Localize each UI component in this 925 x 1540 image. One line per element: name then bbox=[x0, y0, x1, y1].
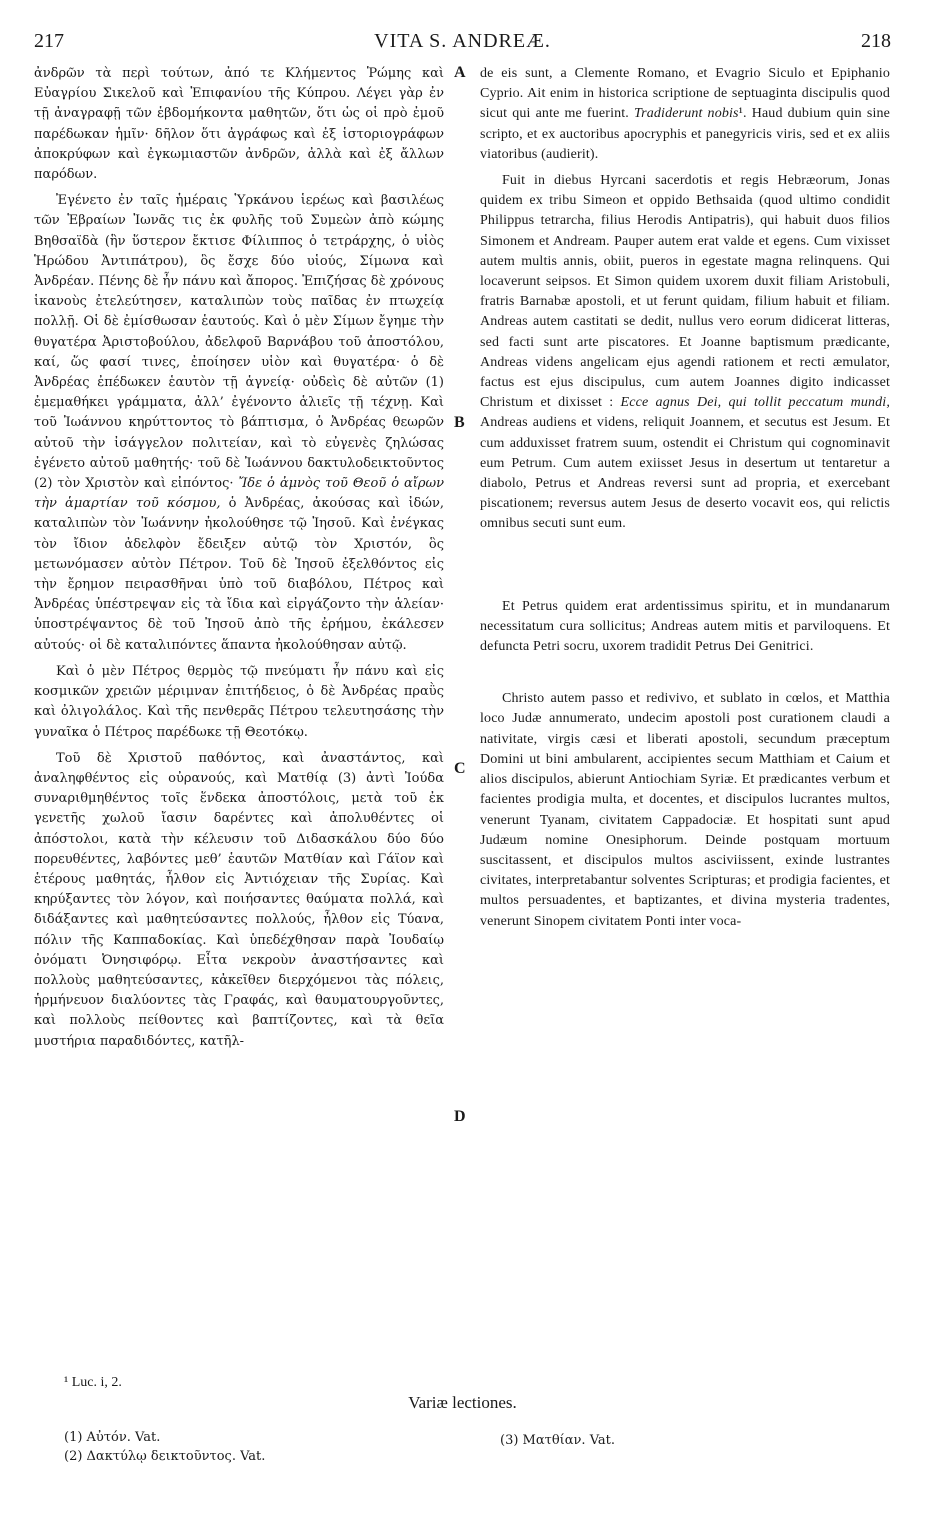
footnote-ref: ¹. bbox=[738, 106, 747, 122]
latin-quote-2: Ecce agnus Dei, qui tollit peccatum mundi, bbox=[620, 395, 890, 411]
latin-paragraph-1 bbox=[480, 64, 890, 165]
greek-paragraph-1: ἀνδρῶν τὰ περὶ τούτων, ἀπό τε Κλήμεντος Ῥώμης καὶ Εὐαγρίου Σικελοῦ καὶ Ἐπιφανίου τῆς Κύπρου. Λέγει γὰρ ἐν τῇ ἀναγραφῇ τῶν ἑβδομήκοντα μαθητῶν, ὅτι ὡς οἱ πρὸ ἐμοῦ παρέδωκαν ἡμῖν· δῆλον ὅτι ἀγράφως καὶ ἐξ ἱστοριογράφων ἀποκρύφων καὶ ἐγκωμιαστῶν ἀνδρῶν, ἀλλὰ καὶ ἐξ ἄλλων παρόδων. bbox=[34, 66, 444, 183]
margin-mark-c: C bbox=[454, 760, 466, 777]
greek-paragraph-3: Καὶ ὁ μὲν Πέτρος θερμὸς τῷ πνεύματι ἦν πάνυ καὶ εἰς κοσμικῶν χρειῶν μέριμναν ἐπιτήδειος, ὁ δὲ Ἀνδρέας πραῢς καὶ ὀλιγολάλος. Καὶ τῆς πενθερᾶς Πέτρου τελευτησάσης τὴν γυναῖκα ὁ Πέτρος παρέδωκε τῇ Θεοτόκῳ. bbox=[34, 663, 444, 740]
variae-left bbox=[64, 1428, 265, 1466]
latin-paragraph-2-text: Fuit in diebus Hyrcani sacerdotis et regis Hebræorum, Jonas quidem ex tribu Simeon et oppido Bethsaida (quod ultimo condidit Philippus tetrarcha, filius Herodis Antipatris), qui habuit duos filios Simonem et Andream. Pauper autem erat valde et egens. Cum vixisset autem multis annis, obiit, pueros in egestate magna relinquens. Qui locaverunt seipsos. Et Simon quidem uxorem duxit filiam Aristobuli, fratris Barnabæ apostoli, et ut ferunt quidam, filium habuit et filiam. Andreas autem castitati se dedit, nullus vero eorum didicerat litteras, sed facti sunt arte piscatores. Et Joanne baptismum prædicante, Andreas videns angelicam ejus agendi rationem et recti æmulator, factus est ejus discipulus, cum autem Joannes digito indicasset Christum et dixisset : bbox=[480, 173, 890, 411]
latin-paragraph-4: Christo autem passo et redivivo, et sublato in cœlos, et Matthia loco Judæ annumerato, undecim apostoli post curationem claudi a nativitate, virgis cæsi et liberati apostoli, secundum præceptum Domini ut bini ambularent, accipientes secum Matthiam et Caium et alios discipulos, abierunt Antiochiam Syriæ. Et prædicantes verbum et facientes prodigia multa, et docentes, et discipulos lucrantes multos, venerunt Tyanam, civitatem Cappadociæ. Et hospitati sunt apud Judæum nomine Onesiphorum. Deinde postquam mortuum suscitassent, et discipulos multos asciviissent, exinde lustrantes civitates, interpretabantur solventes Scripturas; et prodigia facientes, et multos persuadentes, et baptizantes, et divina mysteria tradentes, venerunt Sinopem civitatem Ponti inter voca- bbox=[480, 691, 890, 929]
variae-heading: Variæ lectiones. bbox=[408, 1393, 517, 1412]
latin-column bbox=[480, 64, 890, 938]
latin-paragraph-2 bbox=[480, 171, 890, 535]
greek-paragraph-2-text: Ἐγένετο ἐν ταῖς ἡμέραις Ὑρκάνου ἱερέως καὶ βασιλέως τῶν Ἑβραίων Ἰωνᾶς τις ἐκ φυλῆς τοῦ Συμεὼν ἀπὸ κώμης Βηθσαϊδὰ (ἣν ὕστερον ἔκτισε Φίλιππος ὁ τετράρχης, ὁ υἱὸς Ἡρώδου Ἀντιπάτρου), ὃς ἔσχε δύο υἱούς, Σίμωνα καὶ Ἀνδρέαν. Πένης δὲ ἦν πάνυ καὶ ἄπορος. Ἐπιζήσας δὲ χρόνους ἱκανοὺς ἐτελεύτησεν, καταλιπὼν τοὺς παῖδας ἐν πτωχείᾳ πολλῇ. Οἱ δὲ ἐμίσθωσαν ἑαυτούς. Καὶ ὁ μὲν Σίμων ἔγημε τὴν θυγατέρα Ἀριστοβούλου, ἀδελφοῦ Βαρνάβου τοῦ ἀποστόλου, καί, ὥς φασί τινες, ἐποίησεν υἱὸν καὶ θυγατέρα· ὁ δὲ Ἀνδρέας ἐπέδωκεν ἑαυτὸν τῇ ἁγνείᾳ· οὐδεὶς δὲ αὐτῶν (1) ἐμεμαθήκει γράμματα, ἀλλ’ ἐγένοντο ἁλιεῖς τῇ τέχνῃ. Καὶ τοῦ Ἰωάννου κηρύττοντος τὸ βάπτισμα, ὁ Ἀνδρέας θεωρῶν αὐτοῦ τὴν ἰσάγγελον πολιτείαν, καὶ τὸ εὐγενὲς ζηλώσας ἐγένετο αὐτοῦ μαθητής· τοῦ δὲ Ἰωάννου δακτυλοδεικτοῦντος (2) τὸν Χριστὸν καὶ εἰπόντος· bbox=[34, 193, 444, 492]
page-number-right: 218 bbox=[861, 30, 891, 52]
latin-paragraph-1-rest: Haud dubium quin sine scripto, et ex auctoribus apocryphis et panegyricis viris, sed et ex aliis viatoribus (audierit). bbox=[480, 106, 890, 162]
margin-mark-b: B bbox=[454, 414, 465, 431]
variae-right bbox=[500, 1431, 615, 1450]
latin-paragraph-1-text: de eis sunt, a Clemente Romano, et Evagrio Siculo et Epiphanio Cyprio. Ait enim in historica scriptione de septuaginta discipulis quod sicut qui ante me fuerint. bbox=[480, 66, 890, 122]
latin-quote-1: Tradiderunt nobis bbox=[633, 106, 739, 122]
page-number-left: 217 bbox=[34, 30, 64, 52]
variant-2: (2) Δακτύλῳ δεικτοῦντος. Vat. bbox=[64, 1449, 266, 1464]
running-header bbox=[34, 30, 891, 56]
margin-mark-a: A bbox=[454, 64, 466, 81]
greek-paragraph-4: Τοῦ δὲ Χριστοῦ παθόντος, καὶ ἀναστάντος, καὶ ἀναληφθέντος εἰς οὐρανούς, καὶ Ματθίᾳ (3) ἀντὶ Ἰούδα συναριθμηθέντος τοῖς ἕνδεκα ἀποστόλοις, μετὰ τοῦ ἐκ γενετῆς χωλοῦ ἴασιν δαρέντες καὶ ἀπολυθέντες οἱ ἀπόστολοι, κατὰ τὴν κέλευσιν τοῦ Διδασκάλου δύο δύο πορευθέντες, λαβόντες μεθ’ ἑαυτῶν Ματθίαν καὶ Γάϊον καὶ ἑτέρους μαθητάς, ἦλθον εἰς Ἀντιόχειαν τῆς Συρίας. Καὶ κηρύξαντες τὸν λόγον, καὶ ποιήσαντες θαύματα πολλά, καὶ διδάξαντες καὶ μαθητεύσαντες πολλούς, ἦλθον εἰς Τύανα, πόλιν τῆς Καππαδοκίας. Καὶ ὑπεδέχθησαν παρὰ Ἰουδαίῳ ὀνόματι Ὀνησιφόρῳ. Εἶτα νεκροὺν ἀναστήσαντες καὶ πολλοὺς μαθητεύσαντες, κἀκεῖθεν διερχόμενοι τὰς πόλεις, ἡρμήνευον διαλύοντες τὰς Γραφάς, καὶ θαυματουργοῦντες, καὶ πολλοὺς πείθοντες καὶ βαπτίζοντες, καὶ τὰ θεῖα μυστήρια παραδιδόντες, κατῆλ- bbox=[34, 750, 444, 1049]
greek-paragraph-2 bbox=[34, 191, 444, 656]
greek-paragraph-2-rest: ὁ Ἀνδρέας, ἀκούσας καὶ ἰδών, καταλιπὼν τὸν Ἰωάννην ἠκολούθησε τῷ Ἰησοῦ. Καὶ ἐνέγκας τὸν ἴδιον ἀδελφὸν ἔδειξεν αὐτῷ τὸν Χριστόν, ὃς μετωνόμασεν αὐτὸν Πέτρον. Τοῦ δὲ Ἰησοῦ ἐξελθόντος εἰς τὴν ἔρημον πειρασθῆναι ὑπὸ τοῦ διαβόλου, Πέτρος καὶ Ἀνδρέας ὑπέστρεψαν εἰς τὰ ἴδια καὶ εἰργάζοντο τὴν ἁλείαν· ὑποστρέψαντος δὲ τοῦ Ἰησοῦ ἀπὸ τῆς ἐρήμου, ἐκάλεσεν αὐτούς· οἱ δὲ καταλιπόντες ἅπαντα ἠκολούθησαν αὐτῷ. bbox=[34, 496, 445, 653]
margin-mark-d: D bbox=[454, 1108, 466, 1125]
greek-quote: Ἴδε ὁ ἀμνὸς τοῦ Θεοῦ ὁ αἴρων τὴν ἁμαρτίαν τοῦ κόσμου, bbox=[34, 476, 445, 512]
latin-paragraph-3: Et Petrus quidem erat ardentissimus spiritu, et in mundanarum necessitatum cura sollicitus; Andreas autem mitis et parviloquens. Et defuncta Petri socru, uxorem tradidit Petrus Dei Genitrici. bbox=[480, 598, 890, 655]
variant-3: (3) Ματθίαν. Vat. bbox=[500, 1433, 616, 1448]
greek-column bbox=[34, 64, 444, 1058]
latin-paragraph-2-rest: Andreas audiens et videns, reliquit Joannem, et secutus est Jesum. Et cum adduxisset fratrem suum, ostendit ei Christum qui cognominavit eum Petrum. Cum autem exiisset Jesus in desertum ut tentaretur a diabolo, Petrus et Andreas reversi sunt ad propria, et exercebant piscationem; reversus autem Jesus de deserto vocavit eos, qui relictis omnibus secuti sunt eum. bbox=[480, 415, 890, 532]
variant-1: (1) Αὐτόν. Vat. bbox=[64, 1430, 161, 1445]
footnote: ¹ Luc. i, 2. bbox=[64, 1375, 122, 1390]
running-title: VITA S. ANDREÆ. bbox=[374, 30, 551, 52]
